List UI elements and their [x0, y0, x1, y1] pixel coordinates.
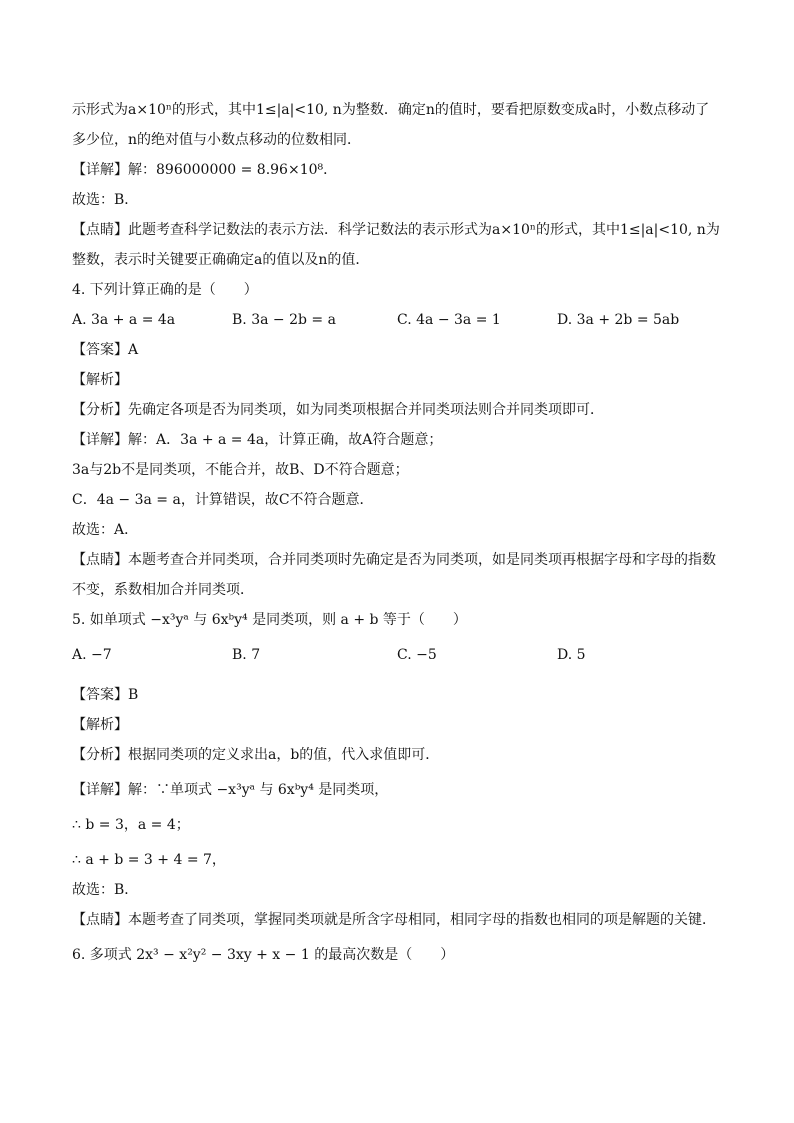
answer-label: 【答案】B — [72, 687, 139, 703]
q5-option-c: C. −5 — [397, 647, 437, 663]
analysis-label: 【解析】 — [72, 372, 128, 388]
text-line: 【分析】根据同类项的定义求出a，b的值，代入求值即可． — [72, 747, 440, 763]
text-line: 多少位，n的绝对值与小数点移动的位数相同． — [72, 132, 362, 148]
text-line: 【详解】解：896000000 = 8.96×10⁸． — [72, 162, 338, 178]
analysis-label: 【解析】 — [72, 717, 128, 733]
text-line: 【详解】解：∵单项式 −x³yᵃ 与 6xᵇy⁴ 是同类项， — [72, 782, 389, 798]
text-line: 3a与2b不是同类项，不能合并，故B、D不符合题意； — [72, 462, 409, 478]
question-4: 4. 下列计算正确的是（ ） — [72, 282, 258, 298]
q5-option-b: B. 7 — [232, 647, 261, 663]
text-line: 故选：B． — [72, 882, 139, 898]
text-line: 故选：B． — [72, 192, 139, 208]
text-line: C．4a − 3a = a，计算错误，故C不符合题意． — [72, 492, 374, 508]
text-line: 不变，系数相加合并同类项． — [72, 582, 254, 598]
q4-options — [72, 310, 722, 330]
text-line: 【分析】先确定各项是否为同类项，如为同类项根据合并同类项法则合并同类项即可． — [72, 402, 604, 418]
text-line: 整数，表示时关键要正确确定a的值以及n的值． — [72, 252, 370, 268]
q5-option-d: D. 5 — [557, 647, 586, 663]
text-line: 【点睛】本题考查合并同类项，合并同类项时先确定是否为同类项，如是同类项再根据字母和字母的指数 — [72, 552, 716, 568]
text-line: 【点睛】本题考查了同类项，掌握同类项就是所含字母相同，相同字母的指数也相同的项是解题的关键． — [72, 912, 716, 928]
text-line: 故选：A． — [72, 522, 139, 538]
q4-option-b: B. 3a − 2b = a — [232, 312, 336, 328]
q4-option-a: A. 3a + a = 4a — [72, 312, 176, 328]
text-line: ∴ a + b = 3 + 4 = 7， — [72, 852, 226, 868]
text-line: 示形式为a×10ⁿ的形式，其中1≤|a|<10, n为整数．确定n的值时，要看把原数变成a时，小数点移动了 — [72, 102, 710, 118]
text-line: ∴ b = 3，a = 4； — [72, 817, 190, 833]
q5-options — [72, 645, 722, 665]
q5-option-a: A. −7 — [72, 647, 112, 663]
text-line: 【详解】解：A．3a + a = 4a，计算正确，故A符合题意； — [72, 432, 443, 448]
q4-option-c: C. 4a − 3a = 1 — [397, 312, 501, 328]
q4-option-d: D. 3a + 2b = 5ab — [557, 312, 680, 328]
question-6: 6. 多项式 2x³ − x²y² − 3xy + x − 1 的最高次数是（ ） — [72, 947, 455, 963]
question-5: 5. 如单项式 −x³yᵃ 与 6xᵇy⁴ 是同类项，则 a + b 等于（ ） — [72, 612, 467, 628]
answer-label: 【答案】A — [72, 342, 139, 358]
text-line: 【点睛】此题考查科学记数法的表示方法．科学记数法的表示形式为a×10ⁿ的形式，其中1≤|a|<10, n为 — [72, 222, 720, 238]
